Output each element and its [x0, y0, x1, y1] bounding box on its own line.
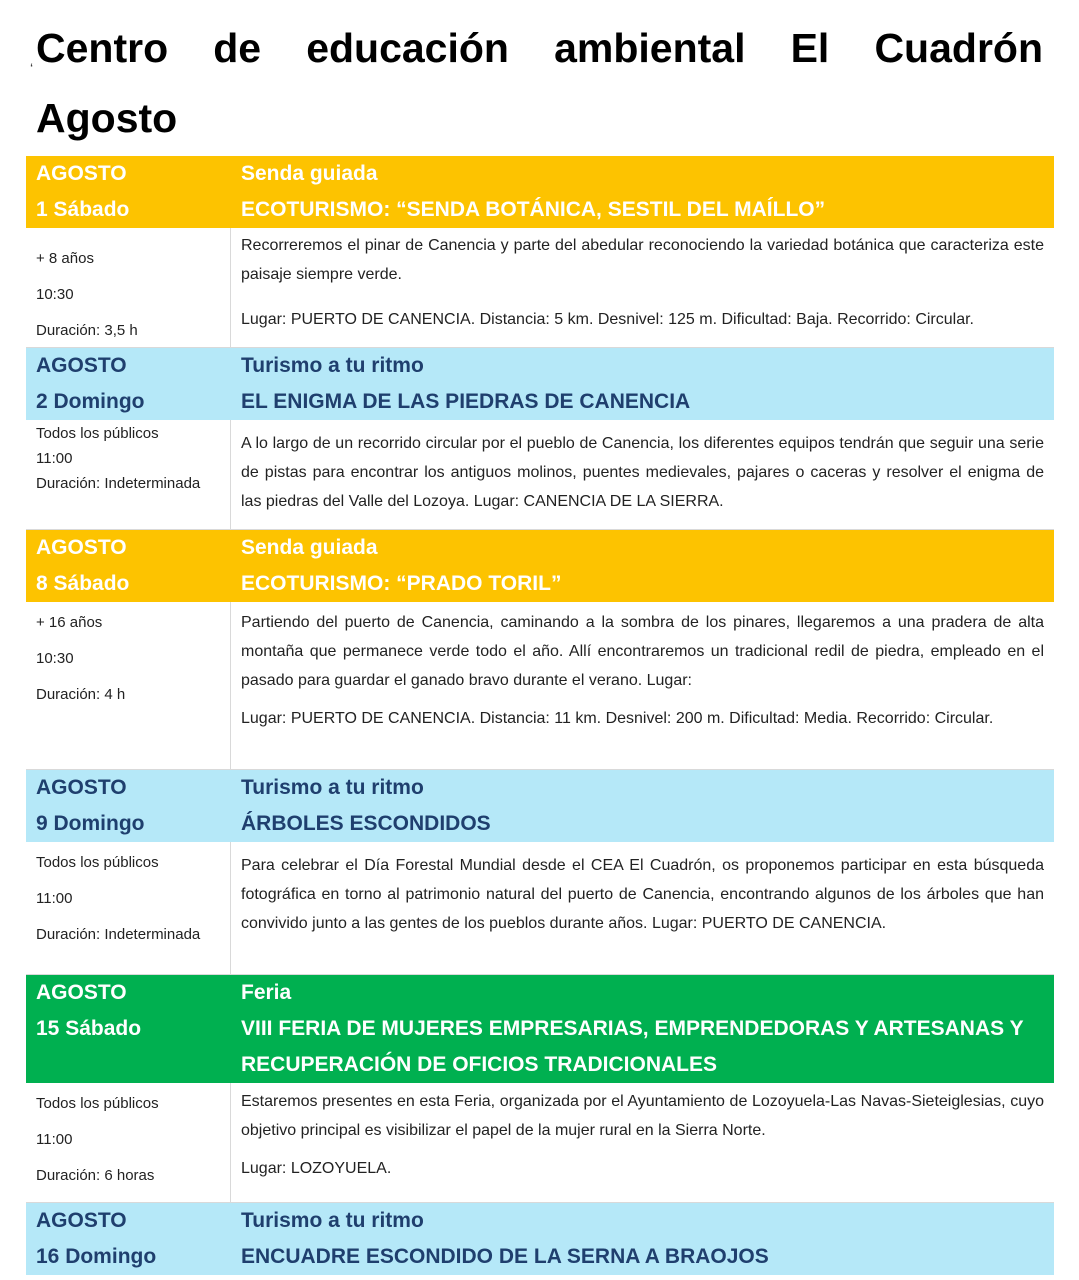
event-header [26, 530, 1054, 602]
event-header [26, 975, 1054, 1083]
page-title [30, 20, 1043, 76]
event-description: Partiendo del puerto de Canencia, caminando a la sombra de los pinares, llegaremos a una pradera de alta montaña que permanece verde todo el año. Allí encontraremos un tradicional redil de piedra, empleado en el pasado para guardar el ganado bravo durante el verano. Lugar: [241, 614, 1044, 689]
event-duration: Duración: 4 h [36, 686, 126, 703]
event-audience: Todos los públicos [36, 854, 159, 871]
event-month: AGOSTO [36, 354, 127, 377]
event-name: ENCUADRE ESCONDIDO DE LA SERNA A BRAOJOS [241, 1245, 769, 1268]
event-description: Para celebrar el Día Forestal Mundial desde el CEA El Cuadrón, os proponemos participar en esta búsqueda fotográfica en torno al patrimonio natural del puerto de Canencia, encontrando algunos de los árboles que han convivido junto a las gentes de los pueblos durante años. Lugar: PUERTO DE CANENCIA. [241, 857, 1044, 932]
event-location: Lugar: PUERTO DE CANENCIA. Distancia: 11 km. Desnivel: 200 m. Dificultad: Media. Recorrido: Circular. [241, 710, 994, 727]
event-header [26, 1203, 1054, 1275]
event-audience: Todos los públicos [36, 425, 159, 442]
title-word: de [213, 25, 262, 71]
event-day: 16 Domingo [36, 1245, 157, 1268]
event-audience: + 16 años [36, 614, 103, 631]
event-location: Lugar: PUERTO DE CANENCIA. Distancia: 5 km. Desnivel: 125 m. Dificultad: Baja. Recorrido: Circular. [241, 311, 974, 328]
event-name: ECOTURISMO: “SENDA BOTÁNICA, SESTIL DEL MAÍLLO” [241, 198, 826, 221]
event-header [26, 770, 1054, 842]
event-details [26, 228, 1054, 348]
event-details [26, 602, 1054, 770]
event-time: 11:00 [36, 450, 73, 467]
title-word: Centro [36, 25, 169, 71]
title-word: El [790, 25, 830, 71]
title-word: Cuadrón [874, 25, 1043, 71]
event-time: 10:30 [36, 650, 74, 667]
event-month: AGOSTO [36, 1209, 127, 1232]
page-subtitle: Agosto [36, 95, 178, 141]
event-name: VIII FERIA DE MUJERES EMPRESARIAS, EMPRENDEDORAS Y ARTESANAS Y [241, 1017, 1024, 1040]
event-duration: Duración: Indeterminada [36, 475, 201, 492]
event-name: ÁRBOLES ESCONDIDOS [241, 812, 491, 835]
event-audience: + 8 años [36, 250, 94, 267]
event-type: Turismo a tu ritmo [241, 354, 424, 377]
event-description: Recorreremos el pinar de Canencia y parte del abedular reconociendo la variedad botánica que caracteriza este paisaje siempre verde. [241, 237, 1044, 283]
event-day: 9 Domingo [36, 812, 145, 835]
event-name: ECOTURISMO: “PRADO TORIL” [241, 572, 562, 595]
stray-mark: ‘ [30, 60, 34, 76]
event-header [26, 156, 1054, 228]
event-time: 11:00 [36, 890, 73, 907]
event-month: AGOSTO [36, 776, 127, 799]
event-duration: Duración: Indeterminada [36, 926, 201, 943]
event-name: RECUPERACIÓN DE OFICIOS TRADICIONALES [241, 1053, 718, 1076]
event-day: 2 Domingo [36, 390, 145, 413]
event-day: 8 Sábado [36, 572, 130, 595]
event-details [26, 420, 1054, 530]
event-day: 1 Sábado [36, 198, 130, 221]
event-details [26, 1083, 1054, 1203]
event-header [26, 348, 1054, 420]
page-header [30, 20, 1043, 146]
event-month: AGOSTO [36, 536, 127, 559]
event-month: AGOSTO [36, 981, 127, 1004]
event-type: Senda guiada [241, 536, 378, 559]
event-type: Turismo a tu ritmo [241, 1209, 424, 1232]
event-type: Turismo a tu ritmo [241, 776, 424, 799]
event-time: 11:00 [36, 1131, 73, 1148]
event-audience: Todos los públicos [36, 1095, 159, 1112]
event-month: AGOSTO [36, 162, 127, 185]
event-duration: Duración: 6 horas [36, 1167, 155, 1184]
event-details [26, 842, 1054, 975]
title-word: educación [306, 25, 509, 71]
event-type: Senda guiada [241, 162, 378, 185]
event-description: A lo largo de un recorrido circular por el pueblo de Canencia, los diferentes equipos tendrán que seguir una serie de pistas para encontrar los antiguos molinos, puentes medievales, pajares o caceras y resolver el enigma de las piedras del Valle del Lozoya. Lugar: CANENCIA DE LA SIERRA. [241, 435, 1044, 510]
event-location: Lugar: LOZOYUELA. [241, 1160, 392, 1177]
event-description: Estaremos presentes en esta Feria, organizada por el Ayuntamiento de Lozoyuela-Las Navas-Sieteiglesias, cuyo objetivo principal es visibilizar el papel de la mujer rural en la Sierra Norte. [241, 1093, 1044, 1139]
event-time: 10:30 [36, 286, 74, 303]
event-type: Feria [241, 981, 292, 1004]
event-name: EL ENIGMA DE LAS PIEDRAS DE CANENCIA [241, 390, 691, 413]
event-day: 15 Sábado [36, 1017, 142, 1040]
event-duration: Duración: 3,5 h [36, 322, 138, 339]
title-word: ambiental [554, 25, 746, 71]
events-table [26, 156, 1054, 1275]
